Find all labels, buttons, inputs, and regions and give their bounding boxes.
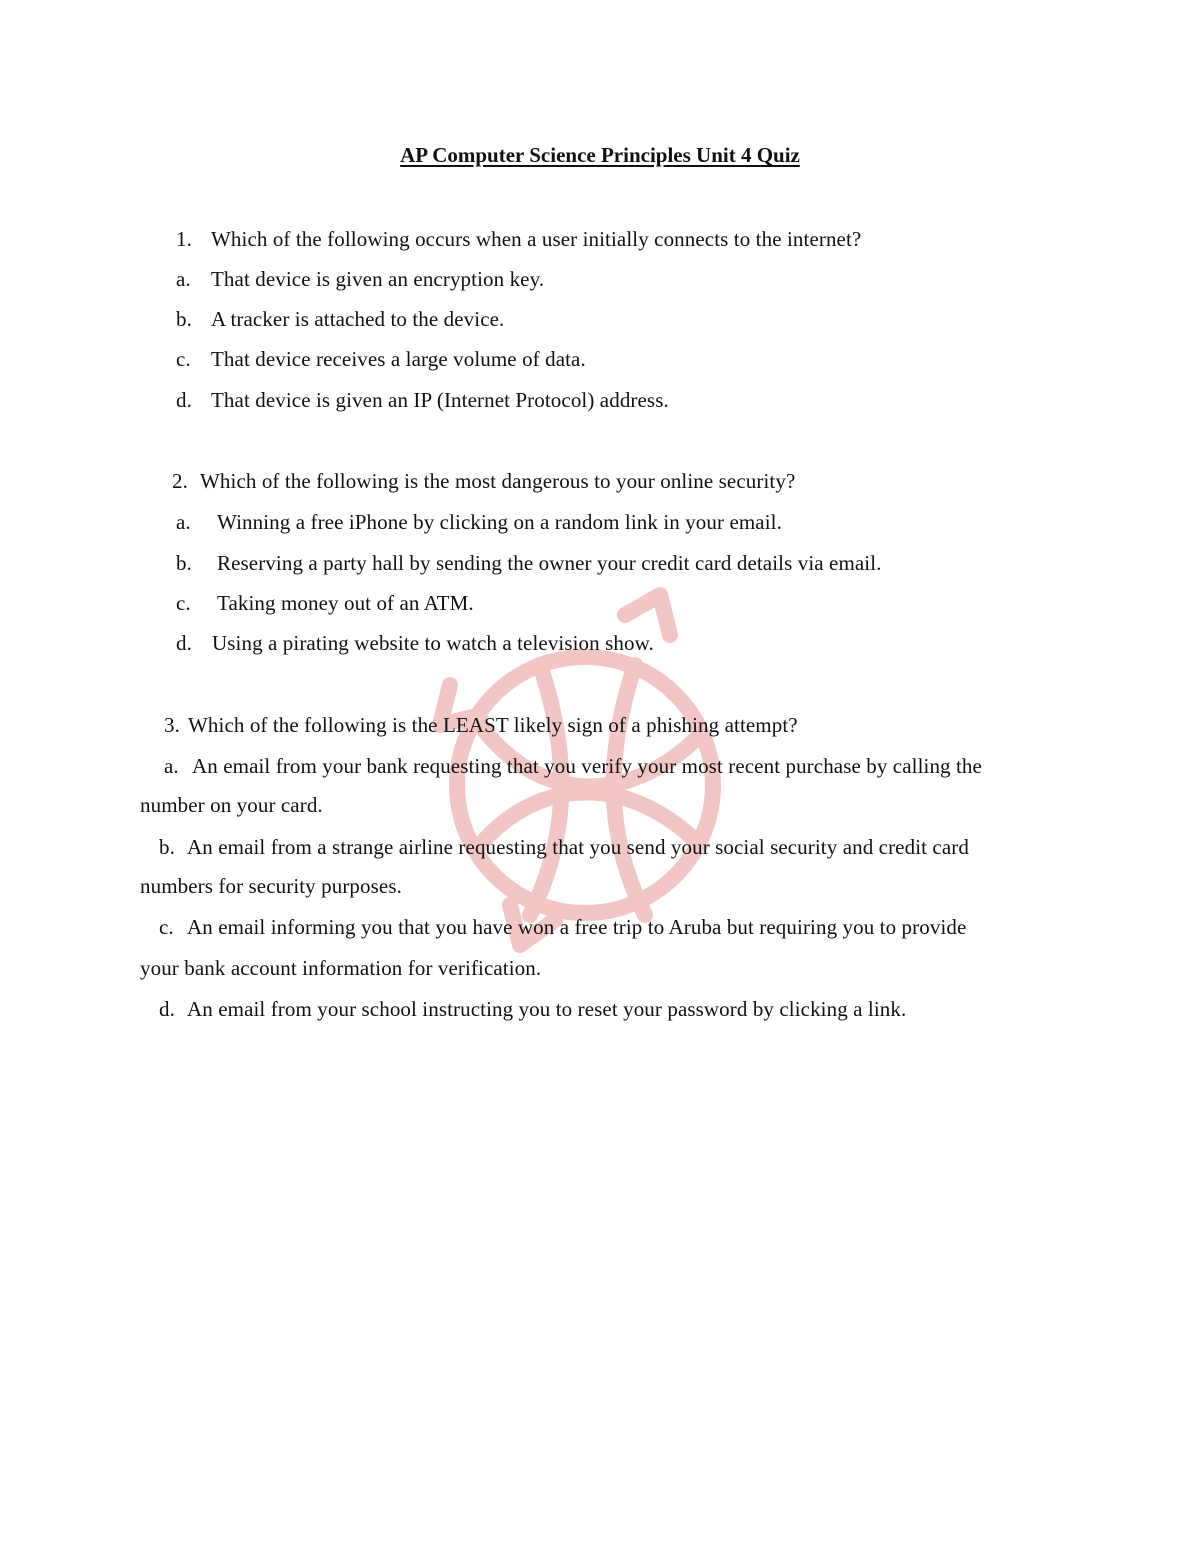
option-3a: [164, 753, 982, 779]
option-letter: d.: [176, 388, 192, 412]
option-text: An email from your bank requesting that you verify your most recent purchase by calling the: [192, 754, 982, 778]
page-title: AP Computer Science Principles Unit 4 Quiz: [400, 143, 800, 167]
option-3b: [159, 834, 969, 860]
option-text: Reserving a party hall by sending the owner your credit card details via email.: [217, 551, 882, 575]
question-number: 2.: [172, 469, 188, 493]
question-text: Which of the following occurs when a user initially connects to the internet?: [211, 227, 862, 251]
option-letter: b.: [176, 551, 192, 575]
question-2: [172, 468, 796, 494]
option-letter: c.: [176, 591, 191, 615]
option-2a: [176, 509, 782, 535]
option-1d: [176, 387, 669, 413]
option-3d: [159, 996, 907, 1022]
option-letter: d.: [159, 997, 175, 1021]
option-3a-continuation: number on your card.: [140, 793, 323, 817]
option-2b: [176, 550, 882, 576]
option-text: That device receives a large volume of data.: [211, 347, 586, 371]
option-text: An email informing you that you have won a free trip to Aruba but requiring you to provide: [187, 915, 967, 939]
option-text: Taking money out of an ATM.: [217, 591, 474, 615]
option-2d: [176, 630, 654, 656]
option-text: A tracker is attached to the device.: [211, 307, 505, 331]
option-text: An email from your school instructing you to reset your password by clicking a link.: [187, 997, 907, 1021]
option-2c: [176, 590, 474, 616]
option-text: That device is given an IP (Internet Protocol) address.: [211, 388, 669, 412]
question-text: Which of the following is the most dangerous to your online security?: [200, 469, 796, 493]
option-letter: c.: [159, 915, 174, 939]
option-letter: a.: [176, 510, 191, 534]
option-text: Winning a free iPhone by clicking on a random link in your email.: [217, 510, 782, 534]
option-3c: [159, 914, 967, 940]
option-text: Using a pirating website to watch a television show.: [212, 631, 654, 655]
option-text: An email from a strange airline requesting that you send your social security and credit card: [187, 835, 969, 859]
question-number: 1.: [176, 227, 192, 251]
option-letter: b.: [176, 307, 192, 331]
option-1c: [176, 346, 586, 372]
question-1: [176, 226, 862, 252]
option-1b: [176, 306, 505, 332]
option-letter: a.: [164, 754, 179, 778]
option-letter: d.: [176, 631, 192, 655]
option-letter: b.: [159, 835, 175, 859]
option-3b-continuation: numbers for security purposes.: [140, 874, 402, 898]
option-letter: a.: [176, 267, 191, 291]
question-number: 3.: [164, 713, 180, 737]
question-3: [164, 712, 798, 738]
question-text: Which of the following is the LEAST likely sign of a phishing attempt?: [188, 713, 798, 737]
option-1a: [176, 266, 545, 292]
option-3c-continuation: your bank account information for verification.: [140, 956, 542, 980]
option-text: That device is given an encryption key.: [211, 267, 545, 291]
option-letter: c.: [176, 347, 191, 371]
